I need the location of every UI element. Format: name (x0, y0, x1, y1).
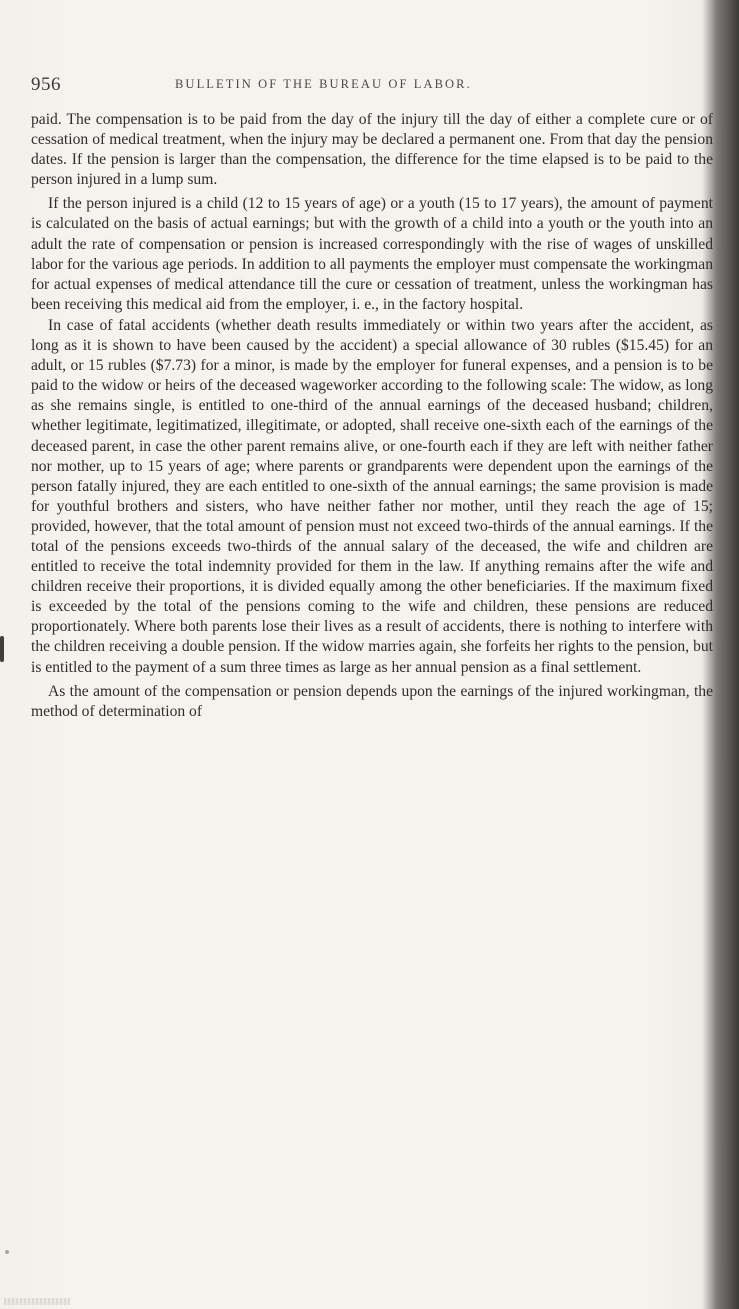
running-head: BULLETIN OF THE BUREAU OF LABOR. (175, 77, 472, 91)
paragraph-2: If the person injured is a child (12 to 15 years of age) or a youth (15 to 17 years), the amount of payment is calculated on the basis of actual earnings; but with the growth of a child into a youth or the youth into an adult the rate of compensation or pension is increased correspondingly with the rise of wages of unskilled labor for the various age periods. In addition to all payments the employer must compensate the workingman for actual expenses of medical attendance till the cure or cessation of treatment, unless the workingman has been receiving this medical aid from the employer, i. e., in the factory hospital. (31, 195, 713, 313)
scan-speck (5, 1250, 9, 1254)
page-header (31, 74, 683, 100)
scan-strip (4, 1298, 70, 1305)
paragraph-1: paid. The compensation is to be paid from the day of the injury till the day of either a complete cure or of cessation of medical treatment, when the injury may be declared a permanent one. From that day the pension dates. If the pension is larger than the compensation, the difference for the time elapsed is to be paid to the person injured in a lump sum. (31, 111, 713, 189)
page-number: 956 (31, 74, 61, 95)
body-text (31, 110, 713, 722)
paragraph-4: As the amount of the compensation or pension depends upon the earnings of the injured workingman, the method of determination of (31, 682, 713, 720)
margin-mark (0, 636, 4, 662)
paragraph-3: In case of fatal accidents (whether death results immediately or within two years after the accident, as long as it is shown to have been caused by the accident) a special allowance of 30 rubles ($15.45) for an adult, or 15 rubles ($7.73) for a minor, is made by the employer for funeral expenses, and a pension is to be paid to the widow or heirs of the deceased wageworker according to the following scale: The widow, as long as she remains single, is entitled to one-third of the annual earnings of the deceased husband; children, whether legitimate, legitimatized, illegitimate, or adopted, shall receive one-sixth each of the earnings of the deceased parent, in case the other parent remains alive, or one-fourth each if they are left with neither father nor mother, up to 15 years of age; where parents or grandparents were dependent upon the earnings of the person fatally injured, they are each entitled to one-sixth of the annual earnings; the same provision is made for youthful brothers and sisters, who have neither father nor mother, until they reach the age of 15; provided, however, that the total amount of pension must not exceed two-thirds of the annual earnings. If the total of the pensions exceeds two-thirds of the annual salary of the deceased, the wife and children are entitled to receive the total indemnity provided for them in the law. If anything remains after the wife and children receive their proportions, it is divided equally among the other beneficiaries. If the maximum fixed is exceeded by the total of the pensions coming to the wife and children, these pensions are reduced proportionately. Where both parents lose their lives as a result of accidents, there is nothing to interfere with the children receiving a double pension. If the widow marries again, she forfeits her rights to the pension, but is entitled to the payment of a sum three times as large as her annual pension as a final settlement. (31, 316, 713, 676)
